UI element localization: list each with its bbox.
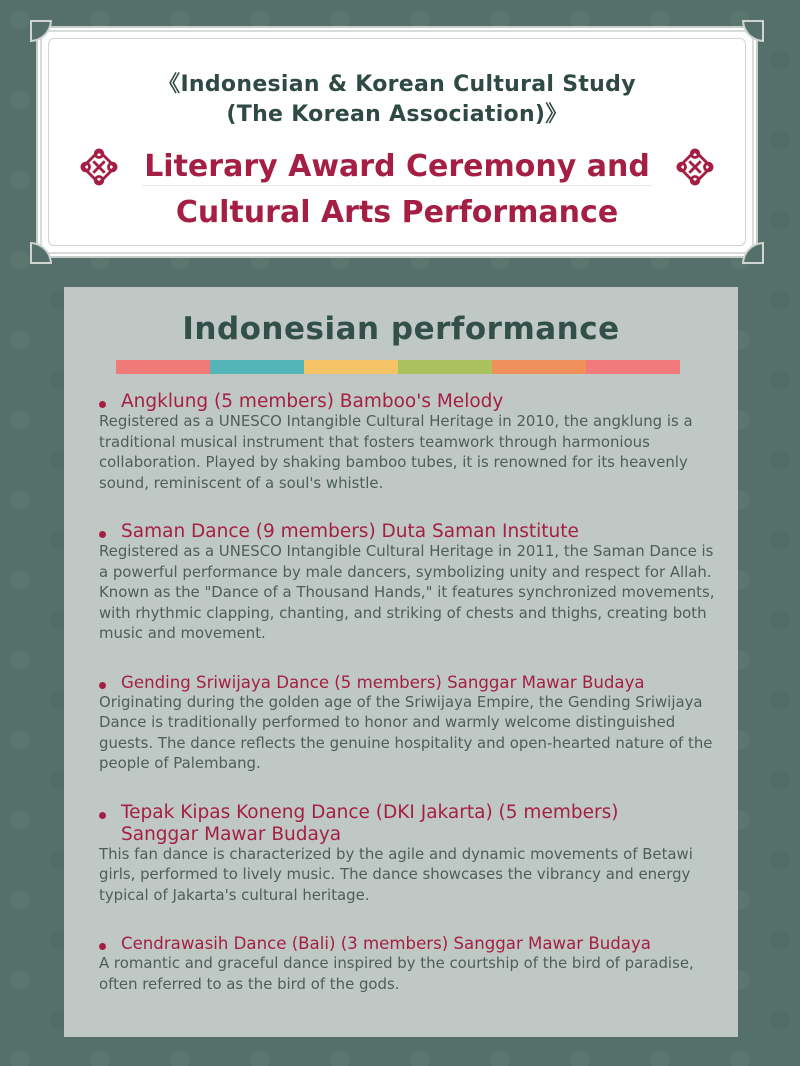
performance-description: Registered as a UNESCO Intangible Cultural Heritage in 2011, the Saman Dance is a powerful performance by male dancers, symbolizing unity and respect for Allah. Known as the "Dance of a Thousand Hands," it features synchronized movements, with rhythmic clapping, chanting, and striking of chests and thighs, creating both music and movement. — [99, 542, 715, 642]
event-subtitle — [42, 70, 752, 130]
performance-title: Angklung (5 members) Bamboo's Melody — [121, 391, 504, 412]
stripe-segment — [492, 360, 586, 374]
section-title: Indonesian performance — [182, 311, 620, 347]
corner-notch — [30, 20, 52, 42]
subtitle-line-1: 《Indonesian & Korean Cultural Study — [158, 72, 636, 97]
color-stripe — [116, 360, 680, 374]
corner-notch — [30, 242, 52, 264]
subtitle-line-2: (The Korean Association)》 — [226, 102, 568, 127]
stripe-segment — [210, 360, 304, 374]
corner-notch — [742, 242, 764, 264]
stripe-segment — [304, 360, 398, 374]
bullet-icon — [99, 531, 106, 538]
performance-description: This fan dance is characterized by the agile and dynamic movements of Betawi girls, performed to lively music. The dance showcases the vibrancy and energy typical of Jakarta's cultural heritage. — [99, 844, 693, 904]
stripe-segment — [116, 360, 210, 374]
performance-item-angklung — [99, 391, 719, 493]
bullet-icon — [99, 401, 106, 408]
stripe-segment — [398, 360, 492, 374]
performance-description: A romantic and graceful dance inspired by the courtship of the bird of paradise, often referred to as the bird of the gods. — [99, 954, 694, 993]
corner-notch — [742, 20, 764, 42]
title-line-2: Cultural Arts Performance — [175, 195, 619, 230]
performance-title: Cendrawasih Dance (Bali) (3 members) Sanggar Mawar Budaya — [121, 934, 651, 953]
performance-item-saman — [99, 521, 719, 644]
bullet-icon — [99, 812, 106, 819]
performance-item-gending-sriwijaya — [99, 672, 719, 774]
title-line-1: Literary Award Ceremony and — [144, 149, 650, 184]
bullet-icon — [99, 943, 106, 950]
stripe-segment — [586, 360, 680, 374]
performance-description: Registered as a UNESCO Intangible Cultural Heritage in 2010, the angklung is a traditional musical instrument that fosters teamwork through harmonious collaboration. Played by shaking bamboo tubes, it is renowned for its heavenly sound, reminiscent of a soul's whistle. — [99, 412, 693, 492]
performance-item-tepak-kipas-koneng — [99, 802, 719, 906]
performance-title: Gending Sriwijaya Dance (5 members) Sanggar Mawar Budaya — [121, 672, 645, 692]
performance-title: Saman Dance (9 members) Duta Saman Institute — [121, 521, 579, 542]
event-title — [42, 144, 752, 236]
performance-item-cendrawasih — [99, 933, 719, 994]
header-card — [40, 30, 754, 254]
performance-title: Tepak Kipas Koneng Dance (DKI Jakarta) (5 members) Sanggar Mawar Budaya — [121, 801, 619, 845]
performance-panel — [64, 287, 738, 1037]
performance-description: Originating during the golden age of the Sriwijaya Empire, the Gending Sriwijaya Dance is traditionally performed to honor and warmly welcome distinguished guests. The dance reflects the genuine hospitality and open-hearted nature of the people of Palembang. — [99, 692, 713, 772]
performance-list — [99, 391, 719, 1012]
bullet-icon — [99, 682, 106, 689]
